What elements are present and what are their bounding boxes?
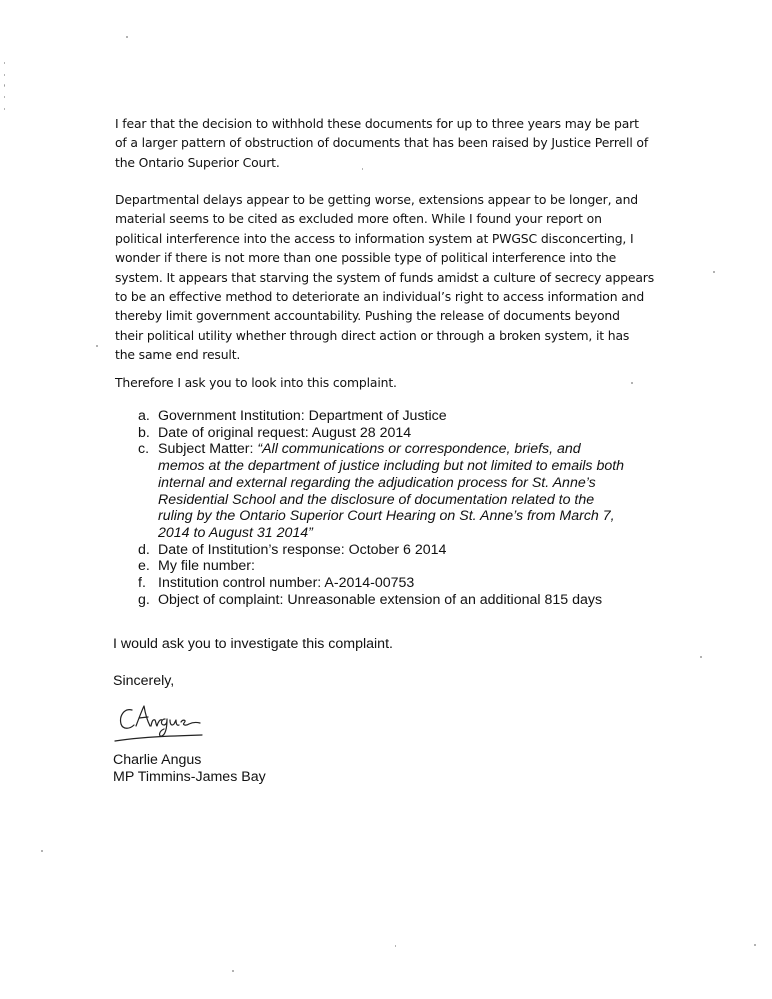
list-marker: e.	[138, 558, 150, 575]
scan-speck	[700, 656, 702, 658]
scan-speck	[395, 945, 396, 947]
subject-matter-line: internal and external regarding the adjudication process for St. Anne’s	[158, 474, 596, 491]
signatory-title: MP Timmins-James Bay	[113, 769, 266, 785]
signatory-name: Charlie Angus	[113, 752, 202, 768]
paragraph-line: system. It appears that starving the system of funds amidst a culture of secrecy appears	[115, 269, 655, 285]
subject-matter-line: memos at the department of justice including but not limited to emails both	[158, 458, 625, 475]
paragraph-line: wonder if there is not more than one possible type of political interference into the	[115, 250, 617, 266]
list-item	[138, 558, 658, 575]
paragraph-line: the Ontario Superior Court.	[115, 154, 280, 170]
closing-request: I would ask you to investigate this complaint.	[113, 636, 393, 652]
scan-edge-marks	[4, 62, 6, 122]
scan-speck	[96, 345, 98, 347]
sign-off: Sincerely,	[113, 673, 175, 689]
handwritten-signature	[110, 700, 220, 748]
scan-speck	[362, 168, 363, 170]
paragraph-line: to be an effective method to deteriorate an individual’s right to access information and	[115, 289, 645, 305]
list-item-text: My file number:	[158, 558, 255, 575]
list-item-text: Object of complaint: Unreasonable extension of an additional 815 days	[158, 591, 603, 608]
paragraph-line: I fear that the decision to withhold these documents for up to three years may be part	[115, 116, 639, 131]
list-marker: b.	[138, 424, 150, 441]
scan-speck	[631, 382, 633, 384]
paragraph-request	[115, 373, 660, 392]
list-item-text: Date of Institution’s response: October 6 2014	[158, 541, 447, 558]
list-item	[138, 441, 658, 541]
subject-matter-first-line	[158, 441, 658, 458]
list-item	[138, 425, 658, 442]
paragraph-line: their political utility whether through direct action or through a broken system, it has	[115, 327, 630, 343]
list-item-text: Date of original request: August 28 2014	[158, 424, 412, 441]
scan-speck	[41, 850, 43, 852]
subject-matter-quote-start: “All communications or correspondence, briefs, and	[257, 441, 581, 458]
list-marker: d.	[138, 541, 150, 558]
paragraph-line: the same end result.	[115, 347, 241, 363]
subject-matter-label: Subject Matter:	[158, 441, 258, 458]
list-marker: a.	[138, 408, 150, 424]
scan-speck	[126, 36, 128, 38]
paragraph-obstruction-pattern	[115, 114, 660, 172]
paragraph-departmental-delays	[115, 190, 660, 365]
list-item	[138, 542, 658, 559]
paragraph-line: of a larger pattern of obstruction of documents that has been raised by Justice Perrell of	[115, 135, 649, 151]
paragraph-line: Departmental delays appear to be getting worse, extensions appear to be longer, and	[115, 192, 639, 207]
scan-speck	[232, 970, 234, 972]
list-item	[138, 408, 658, 425]
list-item	[138, 575, 658, 592]
subject-matter-line: ruling by the Ontario Superior Court Hearing on St. Anne’s from March 7,	[158, 508, 615, 525]
complaint-details-list	[138, 408, 658, 608]
paragraph-line: political interference into the access to information system at PWGSC disconcerting, I	[115, 230, 634, 246]
scan-speck	[754, 944, 756, 946]
list-item-text: Institution control number: A-2014-00753	[158, 575, 415, 592]
paragraph-line: Therefore I ask you to look into this complaint.	[115, 375, 397, 390]
list-marker: c.	[138, 441, 150, 458]
subject-matter-line: 2014 to August 31 2014”	[158, 524, 313, 541]
list-marker: f.	[138, 575, 146, 592]
scan-speck	[713, 271, 715, 273]
list-item	[138, 592, 658, 609]
list-marker: g.	[138, 591, 150, 608]
paragraph-line: thereby limit government accountability. Pushing the release of documents beyond	[115, 308, 620, 324]
subject-matter-line: Residential School and the disclosure of documentation related to the	[158, 491, 595, 508]
paragraph-line: material seems to be cited as excluded more often. While I found your report on	[115, 211, 602, 227]
list-item-text: Government Institution: Department of Justice	[158, 408, 447, 424]
